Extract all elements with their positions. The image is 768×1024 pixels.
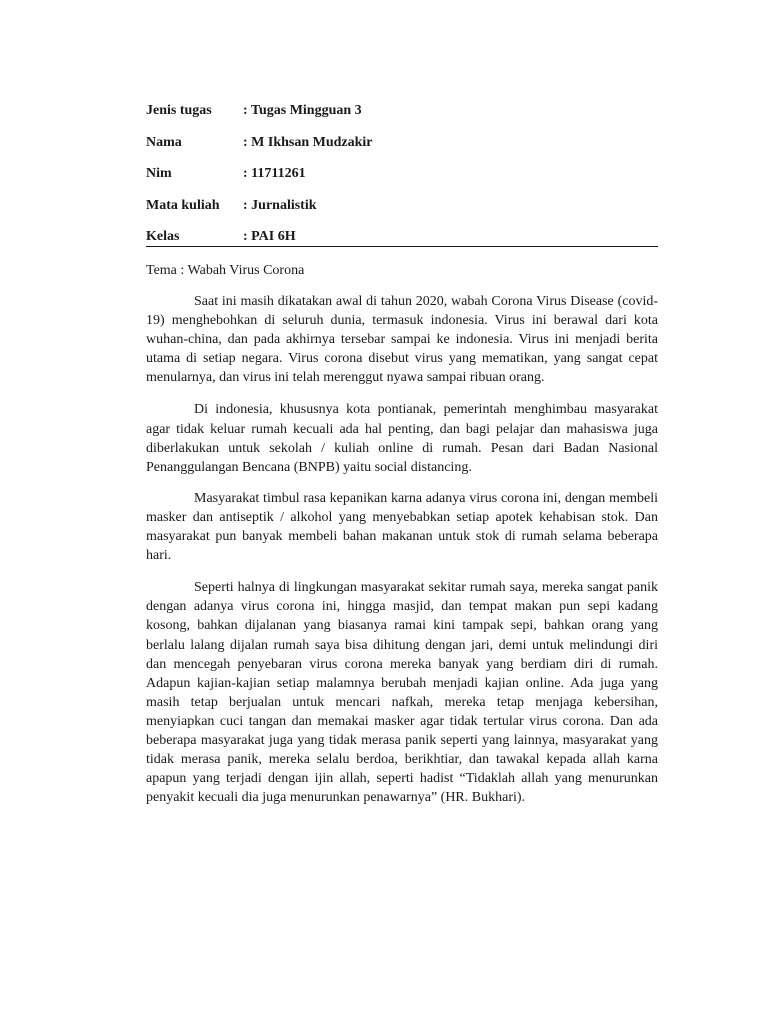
- info-label: Kelas: [146, 229, 180, 244]
- info-label: Mata kuliah: [146, 197, 220, 213]
- info-value: : Jurnalistik: [243, 197, 317, 213]
- info-value: : Tugas Mingguan 3: [243, 103, 362, 118]
- essay-paragraph-3: Masyarakat timbul rasa kepanikan karna adanya virus corona ini, dengan membeli masker dan antiseptik / alkohol yang menyebabkan setiap apotek kehabisan stok. Dan masyarakat pun banyak membeli bahan makanan untuk stok di rumah selama beberapa hari.: [146, 490, 658, 564]
- document-page: [146, 102, 658, 807]
- info-row-nim: [146, 165, 658, 197]
- info-value: : 11711261: [243, 166, 306, 181]
- info-row-nama: [146, 134, 658, 166]
- essay-paragraph-4: Seperti halnya di lingkungan masyarakat sekitar rumah saya, mereka sangat panik dengan adanya virus corona ini, hingga masjid, dan tempat makan pun sepi kadang kosong, bahkan dijalanan yang biasanya ramai kini tampak sepi, bahkan orang yang berlalu lalang dijalan rumah saya bisa dihitung dengan jari, demi untuk melindungi diri dan mencegah penyebaran virus corona mereka banyak yang berdiam diri di rumah. Adapun kajian-kajian setiap malamnya berubah menjadi kajian online. Ada juga yang masih tetap berjualan untuk mencari nafkah, mereka tetap menjaga kebersihan, menyiapkan cuci tangan dan memakai masker agar tidak tertular virus corona. Dan ada beberapa masyarakat juga yang tidak merasa panik seperti yang lainnya, masyarakat yang tidak merasa panik, mereka selalu berdoa, berikhtiar, dan tawakal kepada allah karna apapun yang terjadi dengan ijin allah, seperti hadist “Tidaklah allah yang menurunkan penyakit kecuali dia juga menurunkan penawarnya” (HR. Bukhari).: [146, 580, 658, 806]
- info-label: Nama: [146, 134, 182, 150]
- assignment-info-table: [146, 102, 658, 246]
- essay-paragraph-1: Saat ini masih dikatakan awal di tahun 2020, wabah Corona Virus Disease (covid-19) menghebohkan di seluruh dunia, termasuk indonesia. Virus ini berawal dari kota wuhan-china, dan pada akhirnya tersebar sampai ke indonesia. Virus ini menjadi berita utama di setiap negara. Virus corona disebut virus yang mematikan, yang sangat cepat menularnya, dan virus ini telah merenggut nyawa sampai ribuan orang.: [146, 294, 658, 386]
- info-row-jenis-tugas: [146, 102, 658, 134]
- essay-theme: Tema : Wabah Virus Corona: [146, 263, 305, 278]
- info-row-mata-kuliah: [146, 197, 658, 229]
- essay-paragraph-2: Di indonesia, khususnya kota pontianak, pemerintah menghimbau masyarakat agar tidak keluar rumah kecuali ada hal penting, dan bagi pelajar dan mahasiswa juga diberlakukan untuk sekolah / kuliah online di rumah. Pesan dari Badan Nasional Penanggulangan Bencana (BNPB) yaitu social distancing.: [146, 402, 658, 475]
- info-label: Nim: [146, 166, 172, 181]
- info-row-kelas: [146, 228, 658, 246]
- info-label: Jenis tugas: [146, 103, 212, 118]
- info-value: : M Ikhsan Mudzakir: [243, 134, 373, 150]
- header-divider: [146, 246, 658, 247]
- info-value: : PAI 6H: [243, 229, 296, 244]
